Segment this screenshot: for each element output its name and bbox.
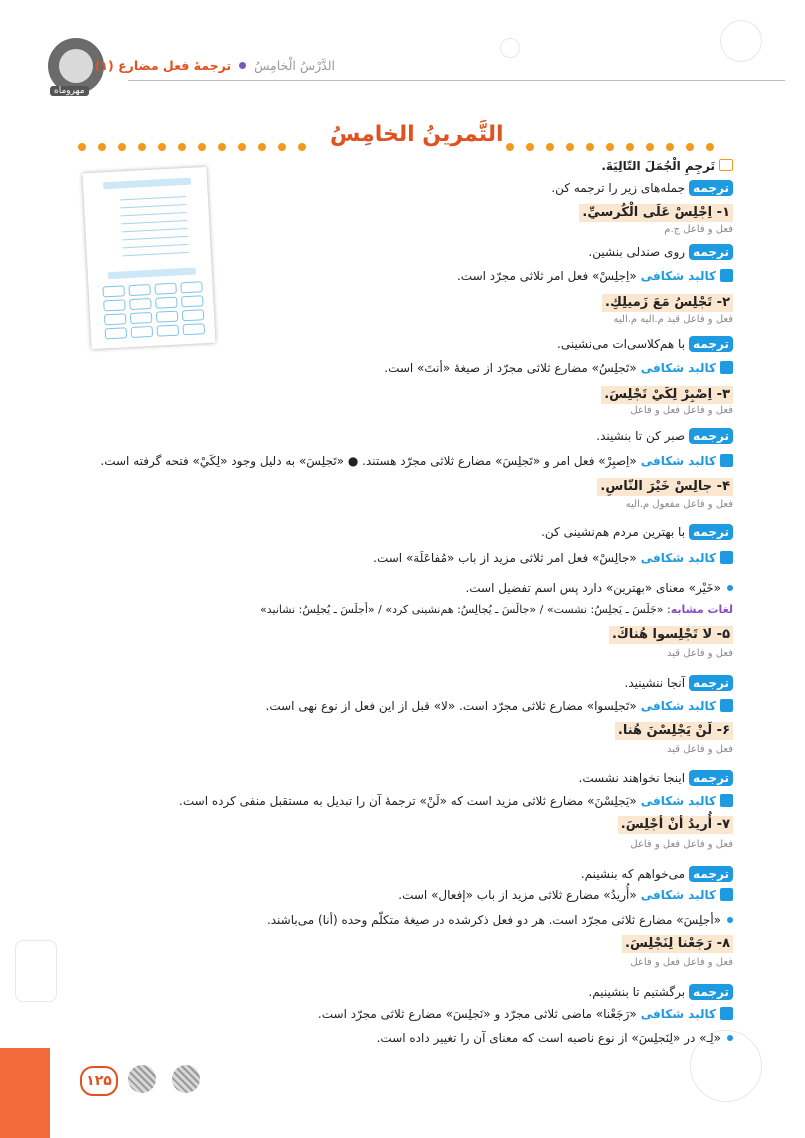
translation-badge: ترجمه <box>689 866 733 882</box>
translation-badge: ترجمه <box>689 675 733 691</box>
sentence-2: ۲- تَجْلِسُ مَعَ زَميلِكِ. <box>602 294 733 312</box>
sentence-7: ۷- أُريدُ أنْ أجْلِسَ. <box>618 816 733 834</box>
pen-icon <box>720 1007 733 1020</box>
analysis-2: کالبد شکافی«تَجلِسُ» مضارع ثلاثی مجرّد از صیغهٔ «أنتَ» است. <box>384 360 733 376</box>
page-number: ۱۲۵ <box>80 1066 118 1096</box>
background-doodle <box>15 940 57 1002</box>
bullet-icon <box>727 585 733 591</box>
sentence-5: ۵- لا تَجْلِسوا هُناكَ. <box>609 626 733 644</box>
grammar-6: فعل و فاعل قید <box>667 744 733 755</box>
translation-badge: ترجمه <box>689 244 733 260</box>
worksheet-thumbnail <box>82 167 215 349</box>
bullet-icon <box>727 917 733 923</box>
bullet-icon <box>727 1035 733 1041</box>
page-header <box>95 58 335 73</box>
topic-label: ترجمهٔ فعل مضارع (۱) <box>94 58 232 73</box>
translation-7: ترجمهمی‌خواهم که بنشینم. <box>581 866 733 882</box>
page-corner-tab <box>0 1048 50 1138</box>
grammar-3: فعل و فاعل فعل و فاعل <box>630 405 733 416</box>
sentence-6: ۶- لَنْ يَجْلِسْنَ هُنا. <box>615 722 733 740</box>
sentence-1: ۱- اِجْلِسْ عَلَى الْكُرسيِّ. <box>579 204 733 222</box>
background-doodle <box>720 20 762 62</box>
lexicon-4: لغات مشابه: «جَلَسَ ـ يَجلِسُ: نشست» / «جالَسَ ـ يُجالِسُ: هم‌نشینی کرد» / «أجلَسَ ـ يُجلِسُ: نشانید» <box>260 603 733 616</box>
translation-badge: ترجمه <box>689 428 733 444</box>
pen-icon <box>720 551 733 564</box>
grammar-1: فعل و فاعل ج.م <box>664 224 733 235</box>
footer-circle-icon <box>128 1065 156 1093</box>
grammar-2: فعل و فاعل قید م.الیه م.الیه <box>613 314 733 325</box>
analysis-4: کالبد شکافی«جالِسْ» فعل امر ثلاثی مزید از باب «مُفاعَلَة» است. <box>373 550 733 566</box>
grammar-7: فعل و فاعل فعل و فاعل <box>630 839 733 850</box>
pen-icon <box>720 794 733 807</box>
analysis-6: کالبد شکافی«يَجلِسْنَ» مضارع ثلاثی مزید است که «لَنْ» ترجمهٔ آن را تبدیل به مستقبل منفی کرده است. <box>179 793 733 809</box>
instruction-arabic: تَرجِمِ الْجُمَلَ التّالِيَةَ. <box>601 158 733 174</box>
translation-badge: ترجمه <box>689 180 733 196</box>
analysis-5: کالبد شکافی«تَجلِسوا» مضارع ثلاثی مجرّد است. «لا» قبل از این فعل از نوع نهی است. <box>266 698 733 714</box>
analysis-3: کالبد شکافی«اِصبِرْ» فعل امر و «تَجلِسَ» مضارع ثلاثی مجرّد هستند. ● «تَجلِسَ» به دلیل وجود «لِکَيْ» فتحه گرفته است. <box>100 453 733 469</box>
book-icon <box>719 159 733 171</box>
translation-badge: ترجمه <box>689 336 733 352</box>
translation-6: ترجمهاینجا نخواهند نشست. <box>579 770 734 786</box>
analysis-7: کالبد شکافی«أُريدُ» مضارع ثلاثی مزید از باب «إفعال» است. <box>398 887 733 903</box>
note-8: «لِـ» در «لِنَجلِسَ» از نوع ناصبه است که معنای آن را تغییر داده است. <box>377 1030 733 1046</box>
lesson-label: الدَّرْسُ الْخامِسُ <box>254 58 335 73</box>
translation-badge: ترجمه <box>689 984 733 1000</box>
pen-icon <box>720 454 733 467</box>
sentence-8: ۸- رَجَعْنا لِنَجْلِسَ. <box>622 935 733 953</box>
pen-icon <box>720 361 733 374</box>
pen-icon <box>720 269 733 282</box>
publisher-logo-text: مهروماه <box>50 86 89 96</box>
translation-3: ترجمهصبر کن تا بنشیند. <box>596 428 733 444</box>
grammar-8: فعل و فاعل فعل و فاعل <box>630 957 733 968</box>
grammar-5: فعل و فاعل قید <box>667 648 733 659</box>
translation-1: ترجمهروی صندلی بنشین. <box>588 244 733 260</box>
note-4: «خَيْر» معنای «بهترین» دارد پس اسم تفضیل است. <box>465 580 733 596</box>
header-dot-icon <box>239 62 246 69</box>
translation-5: ترجمهآنجا ننشینید. <box>625 675 734 691</box>
translation-4: ترجمهبا بهترین مردم هم‌نشینی کن. <box>541 524 733 540</box>
translation-badge: ترجمه <box>689 770 733 786</box>
analysis-8: کالبد شکافی«رَجَعْنا» ماضی ثلاثی مجرّد و «نَجلِسَ» مضارع ثلاثی مجرّد است. <box>318 1006 733 1022</box>
note-7: «أجلِسَ» مضارع ثلاثی مجرّد است. هر دو فعل ذکرشده در صیغهٔ متکلّم وحده (أنا) می‌باشند. <box>267 912 733 928</box>
title-dots-right <box>500 136 720 144</box>
pen-icon <box>720 699 733 712</box>
translation-badge: ترجمه <box>689 524 733 540</box>
analysis-1: کالبد شکافی«اِجلِسْ» فعل امر ثلاثی مجرّد است. <box>457 268 733 284</box>
header-divider <box>128 80 785 81</box>
sentence-4: ۴- جالِسْ خَيْرَ النّاسِ. <box>597 478 733 496</box>
exercise-title: التَّمرينُ الخامِسُ <box>330 122 504 147</box>
translation-8: ترجمهبرگشتیم تا بنشینیم. <box>588 984 733 1000</box>
grammar-4: فعل و فاعل مفعول م.الیه <box>625 499 733 510</box>
sentence-3: ۳- اِصْبِرْ لِكَيْ تَجْلِسَ. <box>601 386 733 404</box>
footer-circle-icon <box>172 1065 200 1093</box>
pen-icon <box>720 888 733 901</box>
title-dots-left <box>72 136 312 144</box>
background-doodle <box>500 38 520 58</box>
translation-2: ترجمهبا هم‌کلاسی‌ات می‌نشینی. <box>557 336 733 352</box>
instruction-persian: ترجمهجمله‌های زیر را ترجمه کن. <box>551 180 733 196</box>
